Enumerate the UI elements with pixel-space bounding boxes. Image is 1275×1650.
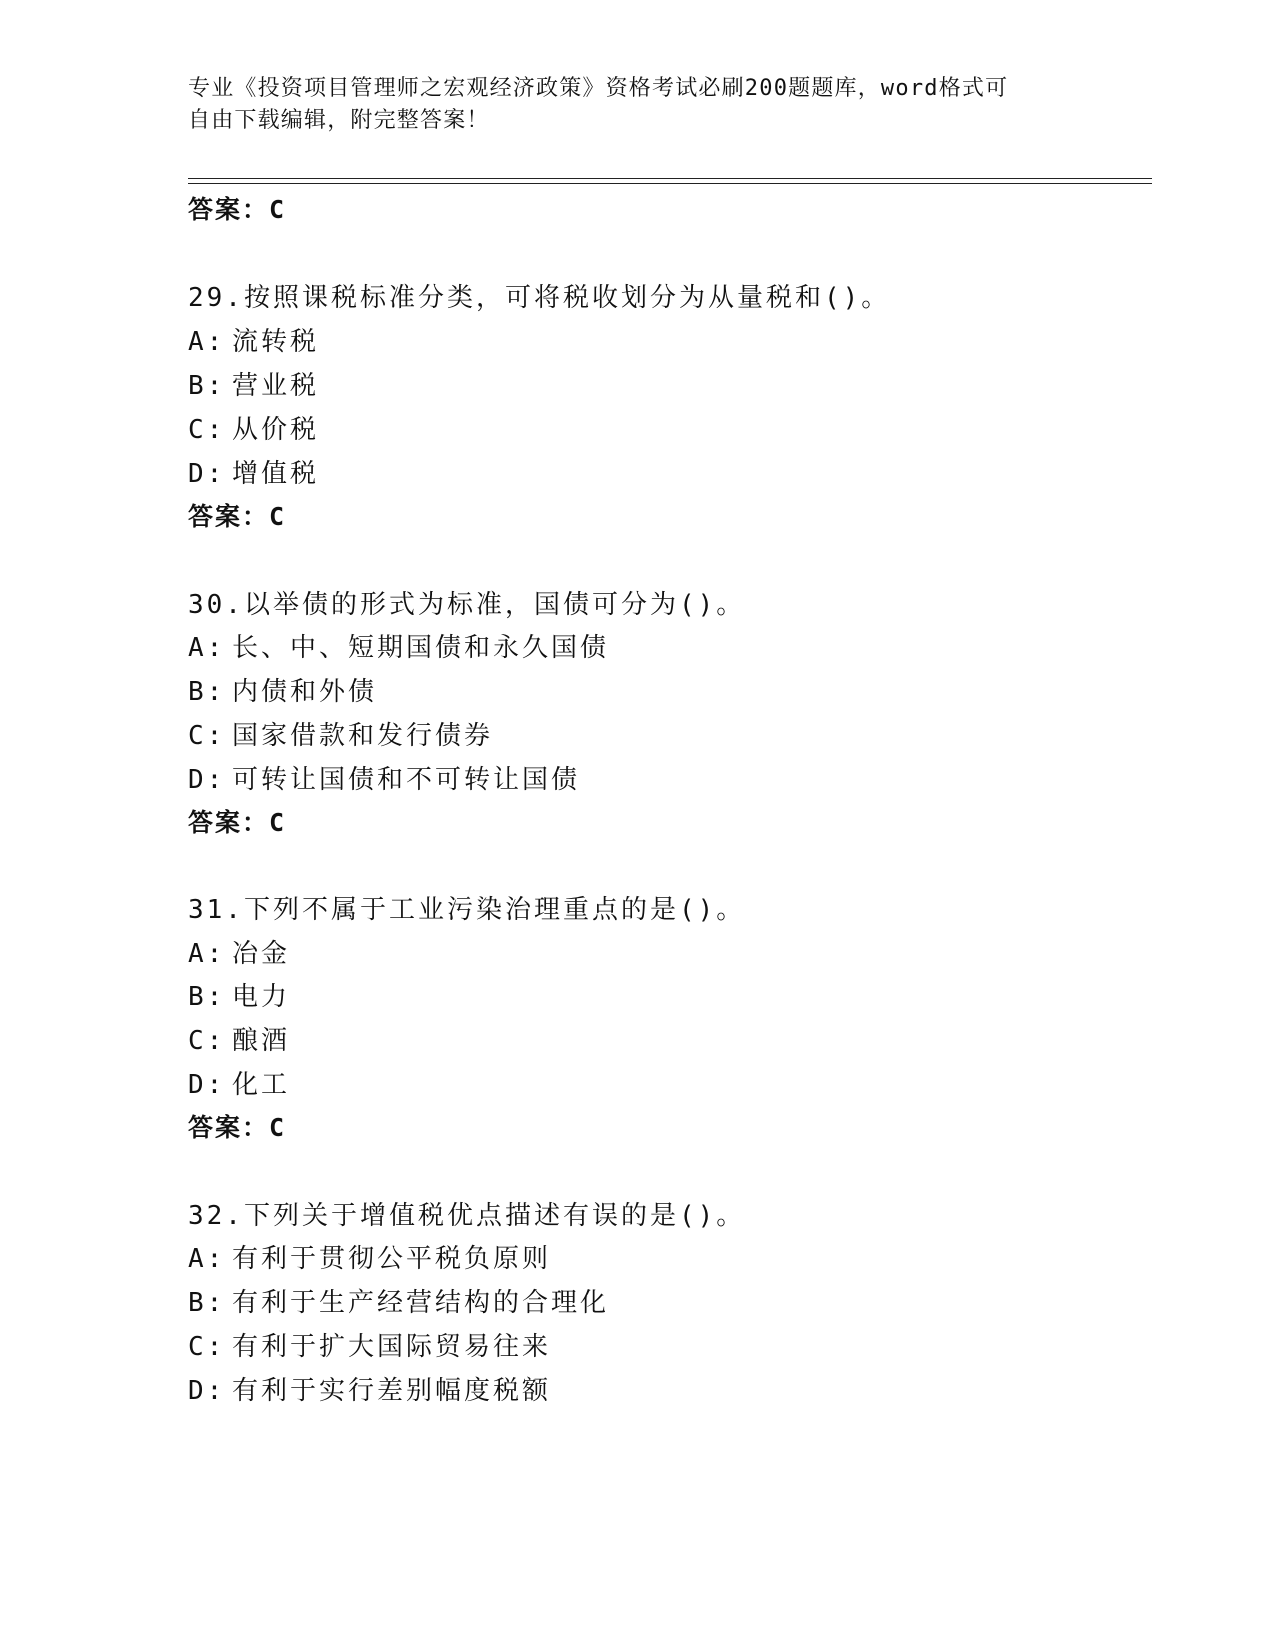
answer-q30: 答案：C: [188, 808, 287, 837]
question-30-option-b: [188, 671, 377, 708]
question-32-option-a: [188, 1238, 551, 1275]
question-31-option-c: [188, 1020, 290, 1057]
answer-q28: 答案：C: [188, 195, 287, 224]
option-text: 营业税: [232, 371, 320, 401]
header-divider-thin: [188, 183, 1152, 184]
option-text: 有利于实行差别幅度税额: [232, 1376, 552, 1406]
question-32-stem: 32.下列关于增值税优点描述有误的是()。: [188, 1201, 746, 1231]
option-text: 内债和外债: [232, 677, 378, 707]
question-29-option-d: [188, 453, 319, 490]
document-header: [188, 73, 1088, 137]
option-text: 冶金: [232, 939, 291, 969]
question-30-option-c: [188, 715, 493, 752]
question-29-option-a: [188, 321, 319, 358]
question-32-option-c: [188, 1326, 551, 1363]
header-title-line-1: 专业《投资项目管理师之宏观经济政策》资格考试必刷200题题库，word格式可: [188, 76, 1009, 101]
option-letter: C:: [188, 721, 226, 751]
option-text: 长、中、短期国债和永久国债: [232, 633, 610, 663]
option-letter: B:: [188, 1288, 226, 1318]
option-text: 化工: [232, 1070, 291, 1100]
option-letter: B:: [188, 677, 226, 707]
question-32-option-b: [188, 1282, 609, 1319]
question-30-option-a: [188, 627, 609, 664]
question-32-option-d: [188, 1370, 551, 1407]
option-letter: B:: [188, 371, 226, 401]
option-letter: D:: [188, 459, 226, 489]
option-letter: A:: [188, 939, 226, 969]
option-text: 酿酒: [232, 1026, 291, 1056]
option-letter: A:: [188, 327, 226, 357]
option-text: 电力: [232, 982, 291, 1012]
option-text: 流转税: [232, 327, 320, 357]
question-31-option-b: [188, 976, 290, 1013]
answer-q31: 答案：C: [188, 1113, 287, 1142]
question-31-stem: 31.下列不属于工业污染治理重点的是()。: [188, 895, 746, 925]
option-letter: C:: [188, 1332, 226, 1362]
question-31-option-a: [188, 933, 290, 970]
option-text: 可转让国债和不可转让国债: [232, 765, 581, 795]
option-letter: D:: [188, 1070, 226, 1100]
option-text: 从价税: [232, 415, 320, 445]
question-30-option-d: [188, 759, 580, 796]
question-31-option-d: [188, 1064, 290, 1101]
header-divider-thick: [188, 178, 1152, 179]
option-text: 有利于扩大国际贸易往来: [232, 1332, 552, 1362]
option-letter: C:: [188, 1026, 226, 1056]
question-29-option-b: [188, 365, 319, 402]
question-29-stem: 29.按照课税标准分类，可将税收划分为从量税和()。: [188, 283, 891, 313]
option-letter: B:: [188, 982, 226, 1012]
option-letter: A:: [188, 633, 226, 663]
option-text: 有利于生产经营结构的合理化: [232, 1288, 610, 1318]
question-29-option-c: [188, 409, 319, 446]
option-text: 国家借款和发行债券: [232, 721, 494, 751]
option-letter: C:: [188, 415, 226, 445]
option-letter: D:: [188, 1376, 226, 1406]
option-text: 有利于贯彻公平税负原则: [232, 1244, 552, 1274]
option-letter: A:: [188, 1244, 226, 1274]
option-text: 增值税: [232, 459, 320, 489]
question-30-stem: 30.以举债的形式为标准，国债可分为()。: [188, 590, 746, 620]
header-title-line-2: 自由下载编辑，附完整答案！: [188, 108, 490, 133]
option-letter: D:: [188, 765, 226, 795]
answer-q29: 答案：C: [188, 502, 287, 531]
